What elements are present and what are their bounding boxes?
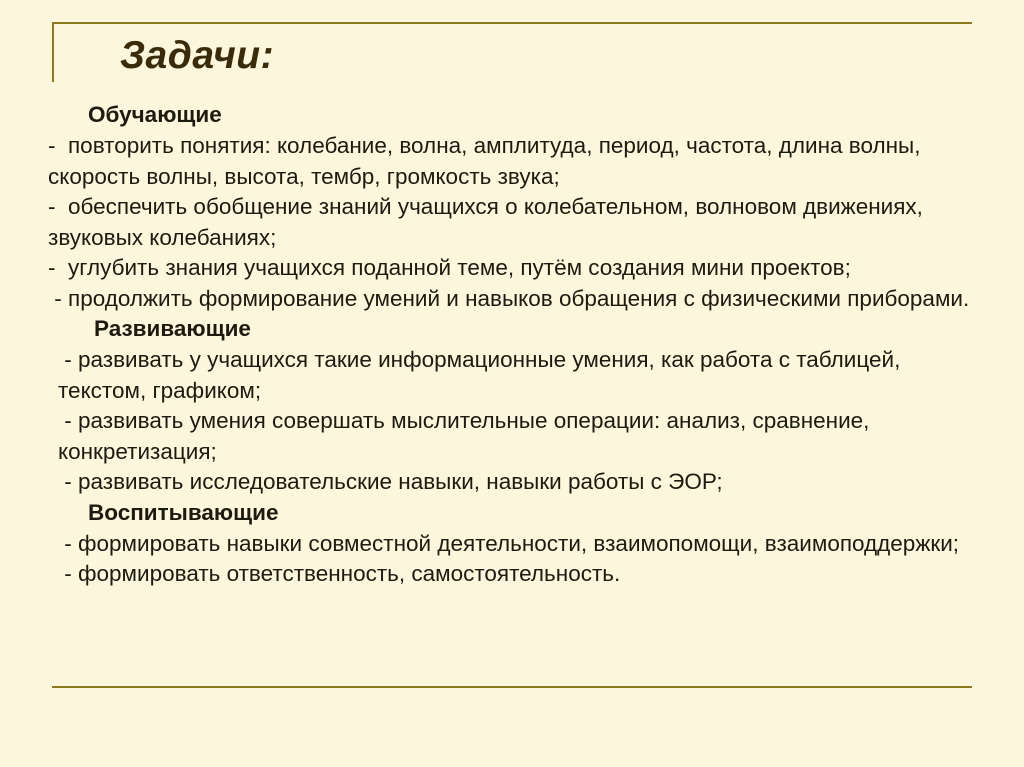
list-item: - развивать исследовательские навыки, навыки работы с ЭОР; — [58, 469, 723, 494]
content-body — [48, 100, 978, 590]
page-title: Задачи: — [120, 34, 275, 77]
list-item: - формировать ответственность, самостоятельность. — [58, 561, 621, 586]
section-heading-developing: Развивающие — [94, 316, 251, 341]
section-heading-teaching: Обучающие — [88, 102, 222, 127]
list-item: - повторить понятия: колебание, волна, амплитуда, период, частота, длина волны, скорость волны, высота, тембр, громкость звука; — [48, 133, 927, 189]
bottom-divider — [52, 686, 972, 688]
left-divider — [52, 22, 54, 82]
top-divider — [52, 22, 972, 24]
list-item: - развивать умения совершать мыслительные операции: анализ, сравнение, конкретизация; — [58, 408, 876, 464]
list-item: - обеспечить обобщение знаний учащихся о колебательном, волновом движениях, звуковых колебаниях; — [48, 194, 930, 250]
list-item: - развивать у учащихся такие информационные умения, как работа с таблицей, текстом, графиком; — [58, 347, 907, 403]
list-item: - продолжить формирование умений и навыков обращения с физическими приборами. — [48, 285, 970, 311]
section-heading-upbringing: Воспитывающие — [88, 499, 279, 525]
list-item: - формировать навыки совместной деятельности, взаимопомощи, взаимоподдержки; — [58, 530, 960, 556]
list-item: - углубить знания учащихся поданной теме, путём создания мини проектов; — [48, 255, 851, 280]
